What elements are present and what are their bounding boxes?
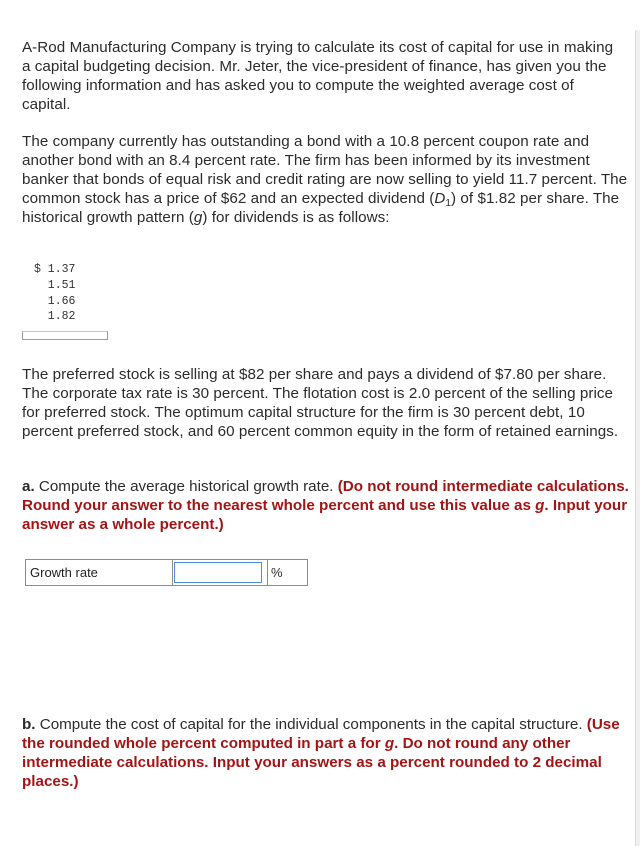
part-a-instruction: (Do not round intermediate calculations. Round your answer to the nearest whole percent and use this value as g. Input your answer as a whole percent.): [22, 478, 629, 533]
bonds-text-1: The company currently has outstanding a bond with a 10.8 percent coupon rate and another bond with an 8.4 percent rate. The firm has been informed by its investment banker that bonds of equal risk and credit rating are now selling to yield 11.7 percent. The common stock has a price of $62 and an expected dividend (: [22, 133, 628, 207]
preferred-stock-paragraph: The preferred stock is selling at $82 per share and pays a dividend of $7.80 per share. The corporate tax rate is 30 percent. The flotation cost is 2.0 percent of the selling price for preferred stock. The optimum capital structure for the firm is 30 percent debt, 10 percent preferred stock, and 60 percent common equity in the form of retained earnings.: [22, 366, 619, 440]
bonds-paragraph: [22, 132, 634, 227]
dividend-value: $ 1.37: [34, 263, 76, 276]
g-symbol: g: [193, 209, 203, 226]
intro-paragraph: A-Rod Manufacturing Company is trying to calculate its cost of capital for use in making a capital budgeting decision. Mr. Jeter, the vice-president of finance, has given you the following information and has asked you to compute the weighted average cost of capital.: [22, 39, 614, 113]
dividend-value: 1.51: [34, 278, 76, 292]
percent-unit: %: [268, 560, 308, 586]
d1-subscript: 1: [445, 198, 452, 209]
part-b-letter: b.: [22, 716, 36, 733]
growth-rate-input[interactable]: [174, 562, 262, 583]
part-a-question: [22, 477, 632, 534]
part-a-letter: a.: [22, 478, 35, 495]
d1-symbol: D: [434, 190, 446, 207]
scrollbar[interactable]: [635, 30, 640, 846]
part-b-instruction: (Use the rounded whole percent computed in part a for g. Do not round any other intermediate calculations. Input your answers as a percent rounded to 2 decimal places.): [22, 716, 620, 790]
bonds-text-2: ) of $1.82 per share. The historical growth pattern (: [22, 190, 620, 226]
growth-rate-label: Growth rate: [26, 560, 173, 586]
bonds-text-3: ) for dividends is as follows:: [202, 209, 390, 226]
dividend-value: 1.82: [34, 310, 76, 324]
dividend-history-table: [34, 262, 75, 325]
part-a-text: Compute the average historical growth rate.: [34, 478, 338, 495]
part-b-text: Compute the cost of capital for the individual components in the capital structure.: [35, 716, 587, 733]
part-b-question: [22, 715, 632, 791]
dividend-value: 1.66: [34, 294, 76, 308]
growth-rate-input-cell: [173, 560, 268, 586]
growth-rate-answer-table: [25, 559, 308, 586]
growth-rate-row: [26, 560, 308, 586]
dividend-table-underline: [22, 331, 108, 340]
